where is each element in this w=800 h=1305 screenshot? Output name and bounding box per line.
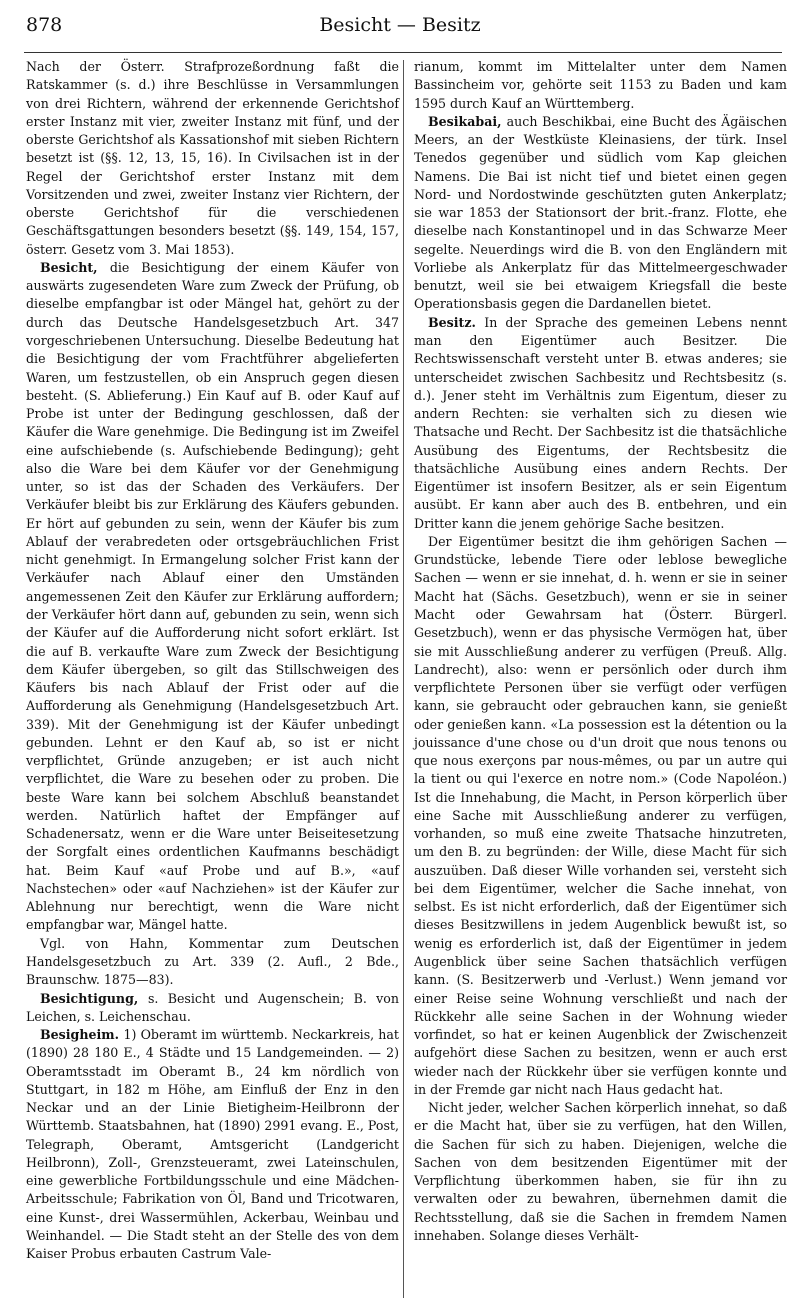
entry-besitz bbox=[414, 314, 787, 533]
entry-besicht bbox=[26, 259, 399, 935]
left-column bbox=[26, 58, 399, 1264]
entry-headword: Besichtigung, bbox=[40, 990, 148, 1006]
paragraph-text: Der Eigentümer besitzt die ihm gehörigen Sachen — Grundstücke, lebende Tiere oder leblose bewegliche Sachen — wenn er sie innehat, d. h. wenn er sie in seiner Macht hat (Sächs. Gesetzbuch), wenn er sie in seiner Macht oder Gewahrsam hat (Österr. Bürgerl. Gesetzbuch), wenn er das physische Vermögen hat, über sie mit Ausschließung anderer zu verfügen (Preuß. Allg. Landrecht), also: wenn er persönlich oder durch ihm verpflichtete Personen über sie verfügt oder verfügen kann, sie gebraucht oder gebrauchen kann, sie genießt oder genießen kann. «La possession est la détention ou la jouissance d'une chose ou d'un droit que nous tenons ou que nous exerçons par nous-mêmes, ou par un autre qui la tient ou qui l'exerce en notre nom.» (Code Napoléon.) Ist die Innehabung, die Macht, in Person körperlich über eine Sache mit Ausschließung anderer zu verfügen, vorhanden, so muß eine zweite Thatsache hinzutreten, um den B. zu begründen: der Wille, diese Macht für sich auszuüben. Daß dieser Wille vorhanden sei, versteht sich bei dem Eigentümer, welcher die Sache innehat, von selbst. Es ist nicht erforderlich, daß der Eigentümer sich dieses Besitzwillens in jedem Augenblick bewußt ist, so wenig es erforderlich ist, daß der Eigentümer in jedem Augenblick über seine Sachen thatsächlich verfügen kann. (S. Besitzerwerb und -Verlust.) Wenn jemand vor einer Reise seine Wohnung verschließt und nach der Rückkehr alle seine Sachen in der Wohnung wieder vorfindet, so hat er keinen Augenblick der Zwischenzeit aufgehört diese Sachen zu besitzen, wenn er auch erst wieder nach der Rückkehr über sie verfügen konnte und in der Fremde gar nicht nach Haus gedacht hat. bbox=[414, 533, 787, 1097]
running-head: Besicht — Besitz bbox=[319, 14, 481, 36]
entry-headword: Besigheim. bbox=[40, 1027, 124, 1043]
entry-headword: Besicht, bbox=[40, 259, 110, 275]
entry-headword: Besitz. bbox=[428, 314, 485, 330]
entry-text: 1) Oberamt im württemb. Neckarkreis, hat (1890) 28 180 E., 4 Städte und 15 Landgemeinden. — 2) Oberamtsstadt im Oberamt B., 24 km nördlich von Stuttgart, in 182 m Höhe, am Einfluß der Enz in den Neckar und an der Linie Bietigheim-Heilbronn der Württemb. Staatsbahnen, hat (1890) 2991 evang. E., Post, Telegraph, Oberamt, Amtsgericht (Landgericht Heilbronn), Zoll-, Grenzsteueramt, zwei Lateinschulen, eine gewerbliche Fortbildungsschule und eine Mädchen-Arbeitsschule; Fabrikation von Öl, Band und Tricotwaren, eine Kunst-, drei Wassermühlen, Ackerbau, Weinbau und Weinhandel. — Die Stadt steht an der Stelle des von dem Kaiser Probus erbauten Castrum Vale- bbox=[26, 1027, 399, 1262]
page-number: 878 bbox=[26, 14, 63, 36]
paragraph-continuation bbox=[26, 58, 399, 259]
column-divider bbox=[403, 60, 404, 1298]
paragraph bbox=[414, 1099, 787, 1245]
entry-text: die Besichtigung der einem Käufer von auswärts zugesendeten Ware zum Zweck der Prüfung, ob dieselbe empfangbar ist oder Mängel hat, gehört zu der durch das Deutsche Handelsgesetzbuch Art. 347 vorgeschriebenen Untersuchung. Dieselbe Bedeutung hat die Besichtigung der vom Frachtführer abgelieferten Waren, um festzustellen, ob ein Anspruch gegen diesen besteht. (S. Ablieferung.) Ein Kauf auf B. oder Kauf auf Probe ist unter der Bedingung geschlossen, daß der Käufer die Ware genehmige. Die Bedingung ist im Zweifel eine aufschiebende (s. Aufschiebende Bedingung); geht also die Ware bei dem Käufer vor der Genehmigung unter, so ist das der Schaden des Verkäufers. Der Verkäufer bleibt bis zur Erklärung des Käufers gebunden. Er hört auf gebunden zu sein, wenn der Käufer bis zum Ablauf der verabredeten oder ortsgebräuchlichen Frist nicht genehmigt. In Ermangelung solcher Frist kann der Verkäufer nach Ablauf einer den Umständen angemessenen Zeit den Käufer zur Erklärung auffordern; der Verkäufer hört dann auf, gebunden zu sein, wenn sich der Käufer auf die Aufforderung nicht sofort erklärt. Ist die auf B. verkaufte Ware zum Zweck der Besichtigung dem Käufer übergeben, so gilt das Stillschweigen des Käufers bis nach Ablauf der Frist oder auf die Aufforderung als Genehmigung (Handelsgesetzbuch Art. 339). Mit der Genehmigung ist der Käufer unbedingt gebunden. Lehnt er den Kauf ab, so ist er nicht verpflichtet, Gründe anzugeben; er ist auch nicht verpflichtet, die Ware zu besehen oder zu proben. Die beste Ware kann bei solchem Abschluß beanstandet werden. Natürlich haftet der Empfänger auf Schadenersatz, wenn er die Ware unter Beiseitesetzung der Sorgfalt eines ordentlichen Kaufmanns beschädigt hat. Beim Kauf «auf Probe und auf B.», «auf Nachstechen» oder «auf Nachziehen» ist der Käufer zur Ablehnung nur berechtigt, wenn die Ware nicht empfangbar war, Mängel hatte. bbox=[26, 259, 399, 933]
entry-text: auch Beschikbai, eine Bucht des Ägäischen Meers, an der Westküste Kleinasiens, der türk. Insel Tenedos gegenüber und südlich vom Kap gleichen Namens. Die Bai ist nicht tief und bietet einen gegen Nord- und Nordostwinde geschützten guten Ankerplatz; sie war 1853 der Stationsort der brit.-franz. Flotte, ehe dieselbe nach Konstantinopel und in das Schwarze Meer segelte. Neuerdings wird die B. von den Engländern mit Vorliebe als Ankerplatz für das Mittelmeergeschwader benutzt, weil sie bei etwaigem Kriegsfall die beste Operationsbasis gegen die Dardanellen bietet. bbox=[414, 113, 788, 312]
paragraph bbox=[414, 533, 787, 1099]
paragraph-text: Nach der Österr. Strafprozeßordnung faßt die Ratskammer (s. d.) ihre Beschlüsse in Versammlungen von drei Richtern, während der erkennende Gerichtshof erster Instanz mit vier, zweiter Instanz mit fünf, und der oberste Gerichtshof als Kassationshof mit sieben Richtern besetzt ist (§§. 12, 13, 15, 16). In Civilsachen ist in der Regel der Gerichtshof erster Instanz mit dem Vorsitzenden und zwei, zweiter Instanz vier Richtern, der oberste Gerichtshof für die verschiedenen Geschäftsgattungen besonders besetzt (§§. 149, 154, 157, österr. Gesetz vom 3. Mai 1853). bbox=[26, 59, 399, 257]
entry-headword: Besikabai, bbox=[428, 113, 507, 129]
entry-besigheim bbox=[26, 1026, 399, 1263]
reference-text: Vgl. von Hahn, Kommentar zum Deutschen Handelsgesetzbuch zu Art. 339 (2. Aufl., 2 Bde., Braunschw. 1875—83). bbox=[26, 935, 399, 988]
entry-text: In der Sprache des gemeinen Lebens nennt man den Eigentümer auch Besitzer. Die Rechtswissenschaft versteht unter B. etwas anderes; sie unterscheidet zwischen Sachbesitz und Rechtsbesitz (s. d.). Jener steht im Verhältnis zum Eigentum, dieser zu andern Rechten: sie verhalten sich zu diesen wie Thatsache und Recht. Der Sachbesitz ist die thatsächliche Ausübung des Eigentums, der Rechtsbesitz die thatsächliche Ausübung eines andern Rechts. Der Eigentümer ist insofern Besitzer, als er sein Eigentum ausübt. Er kann aber auch des B. entbehren, und ein Dritter kann die jenem gehörige Sache besitzen. bbox=[414, 314, 787, 531]
entry-text: s. Besicht und Augenschein; B. von Leichen, s. Leichenschau. bbox=[26, 990, 399, 1024]
literature-reference bbox=[26, 935, 399, 990]
entry-besichtigung bbox=[26, 990, 399, 1027]
paragraph-text: rianum, kommt im Mittelalter unter dem Namen Bassincheim vor, gehörte seit 1153 zu Baden und kam 1595 durch Kauf an Württemberg. bbox=[414, 59, 787, 111]
header-rule bbox=[24, 52, 782, 53]
paragraph-continuation bbox=[414, 58, 787, 113]
paragraph-text: Nicht jeder, welcher Sachen körperlich innehat, so daß er die Macht hat, über sie zu verfügen, hat den Willen, die Sachen für sich zu haben. Diejenigen, welche die Sachen von dem besitzenden Eigentümer mit der Verpflichtung überkommen haben, sie für ihn zu verwalten oder zu bewahren, übernehmen damit die Rechtsstellung, daß sie die Sachen in fremdem Namen innehaben. Solange dieses Verhält- bbox=[414, 1100, 787, 1243]
right-column bbox=[414, 58, 787, 1245]
entry-besikabai bbox=[414, 113, 787, 314]
